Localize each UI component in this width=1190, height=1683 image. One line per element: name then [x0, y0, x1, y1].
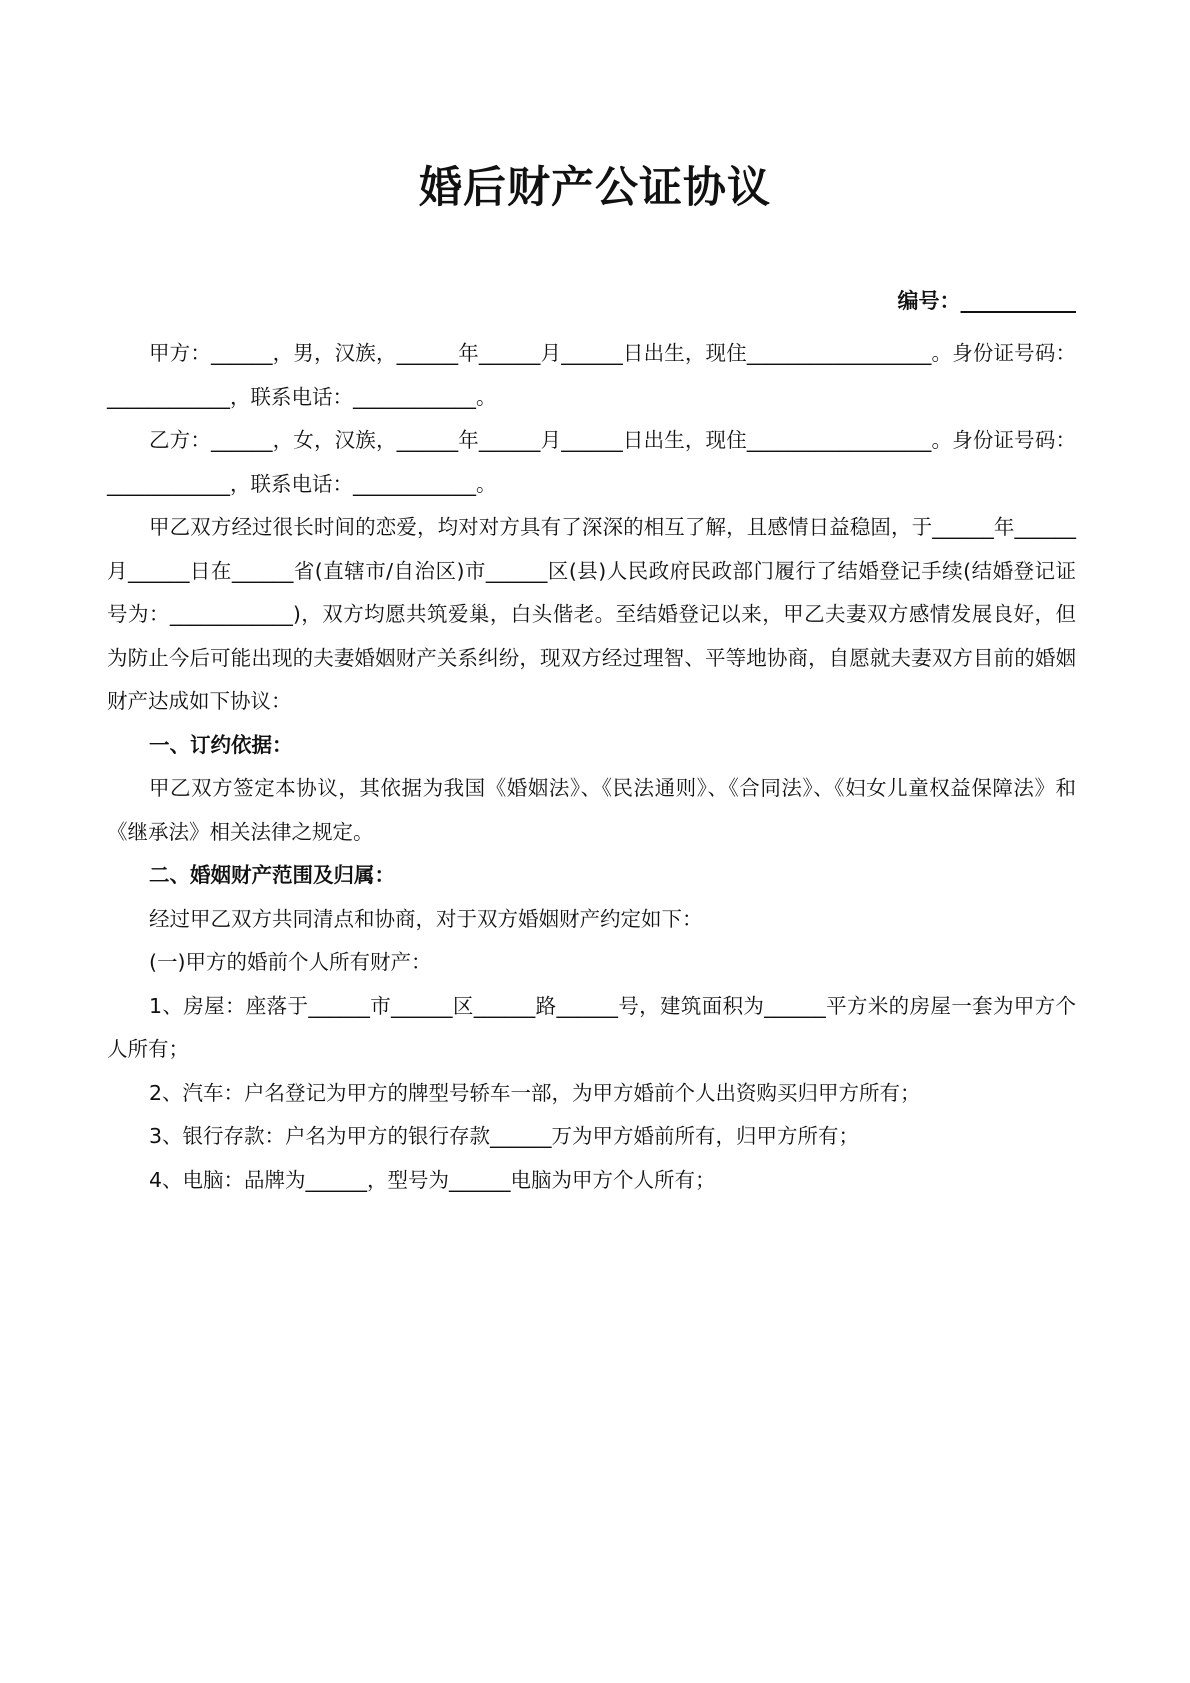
section-heading-property: 二、婚姻财产范围及归属： [149, 863, 395, 887]
party-b-paragraph: 乙方：______，女，汉族，______年______月______日出生，现住__________________。身份证号码：____________，联系电话：____________。 [107, 428, 1076, 496]
property-item-deposit: 3、银行存款：户名为甲方的银行存款______万为甲方婚前所有，归甲方所有； [149, 1124, 860, 1148]
property-item-house: 1、房屋：座落于______市______区______路______号，建筑面积为______平方米的房屋一套为甲方个人所有； [107, 993, 1076, 1061]
property-item-car: 2、汽车：户名登记为甲方的牌型号轿车一部，为甲方婚前个人出资购买归甲方所有； [149, 1080, 921, 1105]
property-item-computer: 4、电脑：品牌为______，型号为______电脑为甲方个人所有； [149, 1167, 716, 1192]
section-heading-basis: 一、订约依据： [149, 732, 293, 757]
document-number: 编号：___________ [897, 289, 1076, 313]
preamble-paragraph: 甲乙双方经过很长时间的恋爱，均对对方具有了深深的相互了解，且感情日益稳固，于______年______月______日在______省(直辖市/自治区)市______区(县)人民政府民政部门履行了结婚登记手续(结婚登记证号为：____________)，双方均愿共筑爱巢，白头偕老。至结婚登记以来，甲乙夫妻双方感情发展良好，但为防止今后可能出现的夫妻婚姻财产关系纠纷，现双方经过理智、平等地协商，自愿就夫妻双方目前的婚姻财产达成如下协议： [107, 515, 1076, 713]
document-title: 婚后财产公证协议 [419, 163, 771, 213]
party-a-paragraph: 甲方：______，男，汉族，______年______月______日出生，现住__________________。身份证号码：____________，联系电话：____________。 [107, 341, 1076, 409]
subsection-party-a-property: (一)甲方的婚前个人所有财产： [149, 950, 432, 974]
basis-paragraph: 甲乙双方签定本协议，其依据为我国《婚姻法》、《民法通则》、《合同法》、《妇女儿童权益保障法》和《继承法》相关法律之规定。 [107, 776, 1076, 844]
property-intro-paragraph: 经过甲乙双方共同清点和协商，对于双方婚姻财产约定如下： [149, 906, 703, 931]
document-body [107, 332, 1076, 1202]
